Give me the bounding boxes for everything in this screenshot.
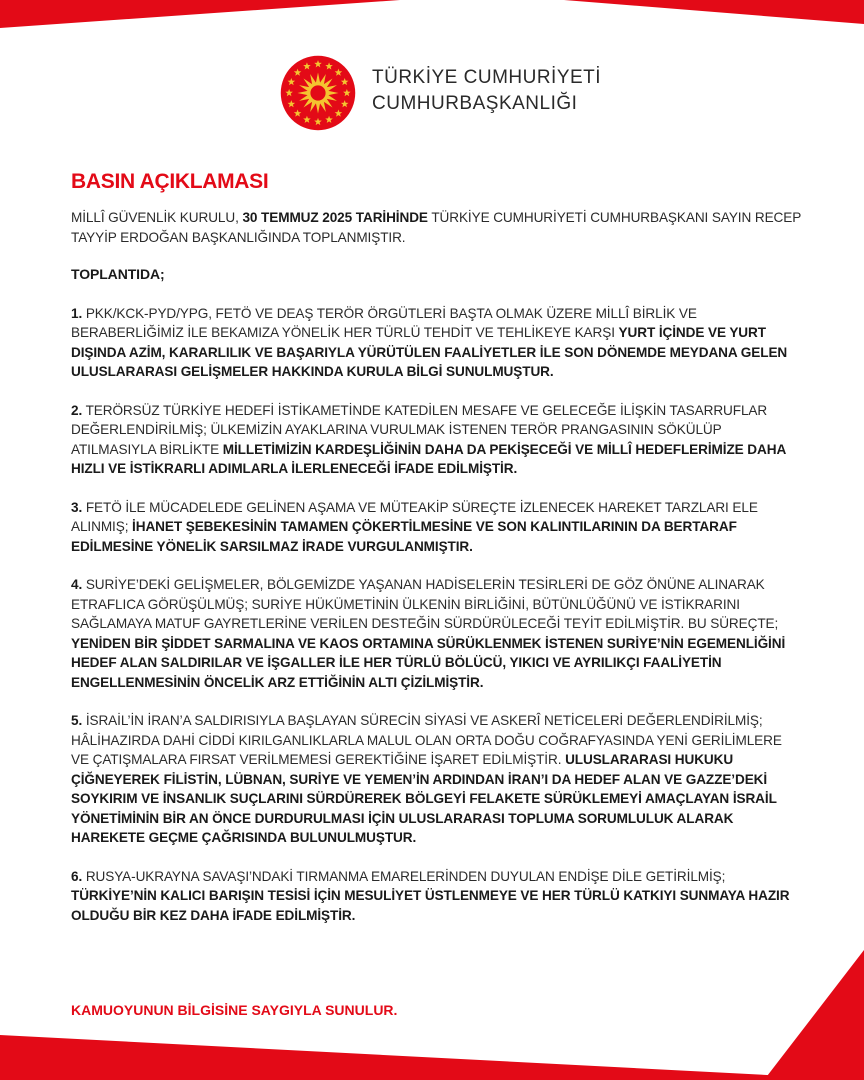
item-2 [71, 401, 801, 479]
item-emphasis: ULUSLARARASI HUKUKU ÇİĞNEYEREK FİLİSTİN, LÜBNAN, SURİYE VE YEMEN’İN ARDINDAN İRAN’I DA HEDEF ALAN VE GAZZE’DEKİ SOYKIRIM VE İNSANLIK SUÇLARINI SÜRDÜREREK BÖLGEYİ FELAKETE SÜRÜKLEMEYİ AMAÇLAYAN İSRAİL YÖNETİMİNİN BİR AN ÖNCE DURDURULMASI İÇİN ULUSLARARASI TOPLUMA SORUMLULUK ALARAK HAREKETE GEÇME ÇAĞRISINDA BULUNULMUŞTUR. [71, 752, 777, 845]
item-5 [71, 711, 801, 848]
item-emphasis: TÜRKİYE’NİN KALICI BARIŞIN TESİSİ İÇİN MESULİYET ÜSTLENMEYE VE HER TÜRLÜ KATKIYI SUNMAYA HAZIR OLDUĞU BİR KEZ DAHA İFADE EDİLMİŞTİR. [71, 888, 790, 923]
presidential-seal-icon [280, 55, 356, 131]
item-number: 3. [71, 499, 83, 515]
item-emphasis: YENİDEN BİR ŞİDDET SARMALINA VE KAOS ORTAMINA SÜRÜKLENMEK İSTENEN SURİYE’NİN EGEMENLİĞİNİ HEDEF ALAN SALDIRILAR VE İŞGALLER İLE HER TÜRLÜ BÖLÜCÜ, YIKICI VE AYRILIKÇI FAALİYETİN ENGELLENMESİNİN ÖNCELİK ARZ ETTİĞİNİN ALTI ÇİZİLMİŞTİR. [71, 635, 786, 690]
item-text: PKK/KCK-PYD/YPG, FETÖ VE DEAŞ TERÖR ÖRGÜTLERİ BAŞTA OLMAK ÜZERE MİLLÎ BİRLİK VE BERABERLİĞİMİZ İLE BEKAMIZA YÖNELİK HER TÜRLÜ TEHDİT VE TEHLİKEYE KARŞI [71, 305, 697, 340]
item-number: 4. [71, 577, 83, 592]
item-number: 6. [71, 868, 83, 884]
seal-center-icon [310, 85, 327, 102]
item-text: SURİYE’DEKİ GELİŞMELER, BÖLGEMİZDE YAŞANAN HADİSELERİN TESİRLERİ DE GÖZ ÖNÜNE ALINARAK ETRAFLICA GÖRÜŞÜLMÜŞ; SURİYE HÜKÜMETİNİN ÜLKENİN BİRLİĞİNİ, BÜTÜNLÜĞÜNÜ VE İSTİKRARINI SAĞLAMAYA MATUF GAYRETLERİNE VERİLEN DESTEĞİN SÜRDÜRÜLECEĞİ TEYİT EDİLMİŞTİR. BU SÜREÇTE; [71, 577, 779, 631]
institution-name [372, 65, 601, 117]
item-number: 5. [71, 713, 83, 728]
item-6 [71, 867, 801, 926]
decorative-corner-top-left [0, 0, 400, 28]
decorative-corner-bottom-left [0, 1035, 864, 1080]
item-4 [71, 575, 801, 692]
meeting-heading: TOPLANTIDA; [71, 266, 165, 282]
item-text: RUSYA-UKRAYNA SAVAŞI’NDAKİ TIRMANMA EMARELERİNDEN DUYULAN ENDİŞE DİLE GETİRİLMİŞ; [82, 868, 726, 884]
decorative-corner-top-right [564, 0, 864, 24]
item-text: İSRAİL’İN İRAN’A SALDIRISIYLA BAŞLAYAN SÜRECİN SİYASİ VE ASKERÎ NETİCELERİ DEĞERLENDİRİLMİŞ; HÂLİHAZIRDA DAHİ CİDDİ KIRILGANLIKLARLA MALUL OLAN ORTA DOĞU COĞRAFYASINDA YENİ GERİLİMLERE VE ÇATIŞMALARA FIRSAT VERİLMEMESİ GEREKTİĞİNE İŞARET EDİLMİŞTİR. [71, 713, 782, 767]
closing-line: KAMUOYUNUN BİLGİSİNE SAYGIYLA SUNULUR. [71, 1002, 398, 1018]
item-1 [71, 304, 801, 382]
institution-line-2: CUMHURBAŞKANLIĞI [372, 93, 578, 114]
item-emphasis: MİLLETİMİZİN KARDEŞLİĞİNİN DAHA DA PEKİŞECEĞİ VE MİLLÎ HEDEFLERİMİZE DAHA HIZLI VE İSTİKRARLI ADIMLARLA İLERLENECEĞİ İFADE EDİLMİŞTİR. [71, 441, 786, 476]
item-number: 2. [71, 402, 83, 418]
page-title: BASIN AÇIKLAMASI [71, 170, 269, 193]
letterhead [280, 55, 610, 135]
intro-date: 30 TEMMUZ 2025 TARİHİNDE [242, 210, 428, 225]
institution-line-1: TÜRKİYE CUMHURİYETİ [372, 67, 602, 88]
item-emphasis: İHANET ŞEBEKESİNİN TAMAMEN ÇÖKERTİLMESİNE VE SON KALINTILARININ DA BERTARAF EDİLMESİNE YÖNELİK SARSILMAZ İRADE VURGULANMIŞTIR. [71, 519, 737, 554]
intro-text-1: MİLLÎ GÜVENLİK KURULU, [71, 210, 243, 225]
intro-text-2: TÜRKİYE CUMHURİYETİ CUMHURBAŞKANI SAYIN RECEP TAYYİP ERDOĞAN BAŞKANLIĞINDA TOPLANMIŞTIR. [71, 210, 801, 245]
intro-paragraph [71, 208, 801, 247]
statement-body [71, 208, 801, 944]
item-number: 1. [71, 305, 83, 321]
item-emphasis: YURT İÇİNDE VE YURT DIŞINDA AZİM, KARARLILIK VE BAŞARIYLA YÜRÜTÜLEN FAALİYETLER İLE SON DÖNEMDE MEYDANA GELEN ULUSLARARASI GELİŞMELER HAKKINDA KURULA BİLGİ SUNULMUŞTUR. [71, 325, 788, 379]
item-3 [71, 498, 801, 557]
item-text: TERÖRSÜZ TÜRKİYE HEDEFİ İSTİKAMETİNDE KATEDİLEN MESAFE VE GELECEĞE İLİŞKİN TASARRUFLAR DEĞERLENDİRİLMİŞ; ÜLKEMİZİN AYAKLARINA VURULMAK İSTENEN TERÖR PRANGASININ SÖKÜLÜP ATILMASIYLA BİRLİKTE [71, 402, 768, 457]
item-text: FETÖ İLE MÜCADELEDE GELİNEN AŞAMA VE MÜTEAKİP SÜREÇTE İZLENECEK HAREKET TARZLARI ELE ALINMIŞ; [71, 499, 758, 534]
decorative-corner-bottom-right [764, 950, 864, 1080]
